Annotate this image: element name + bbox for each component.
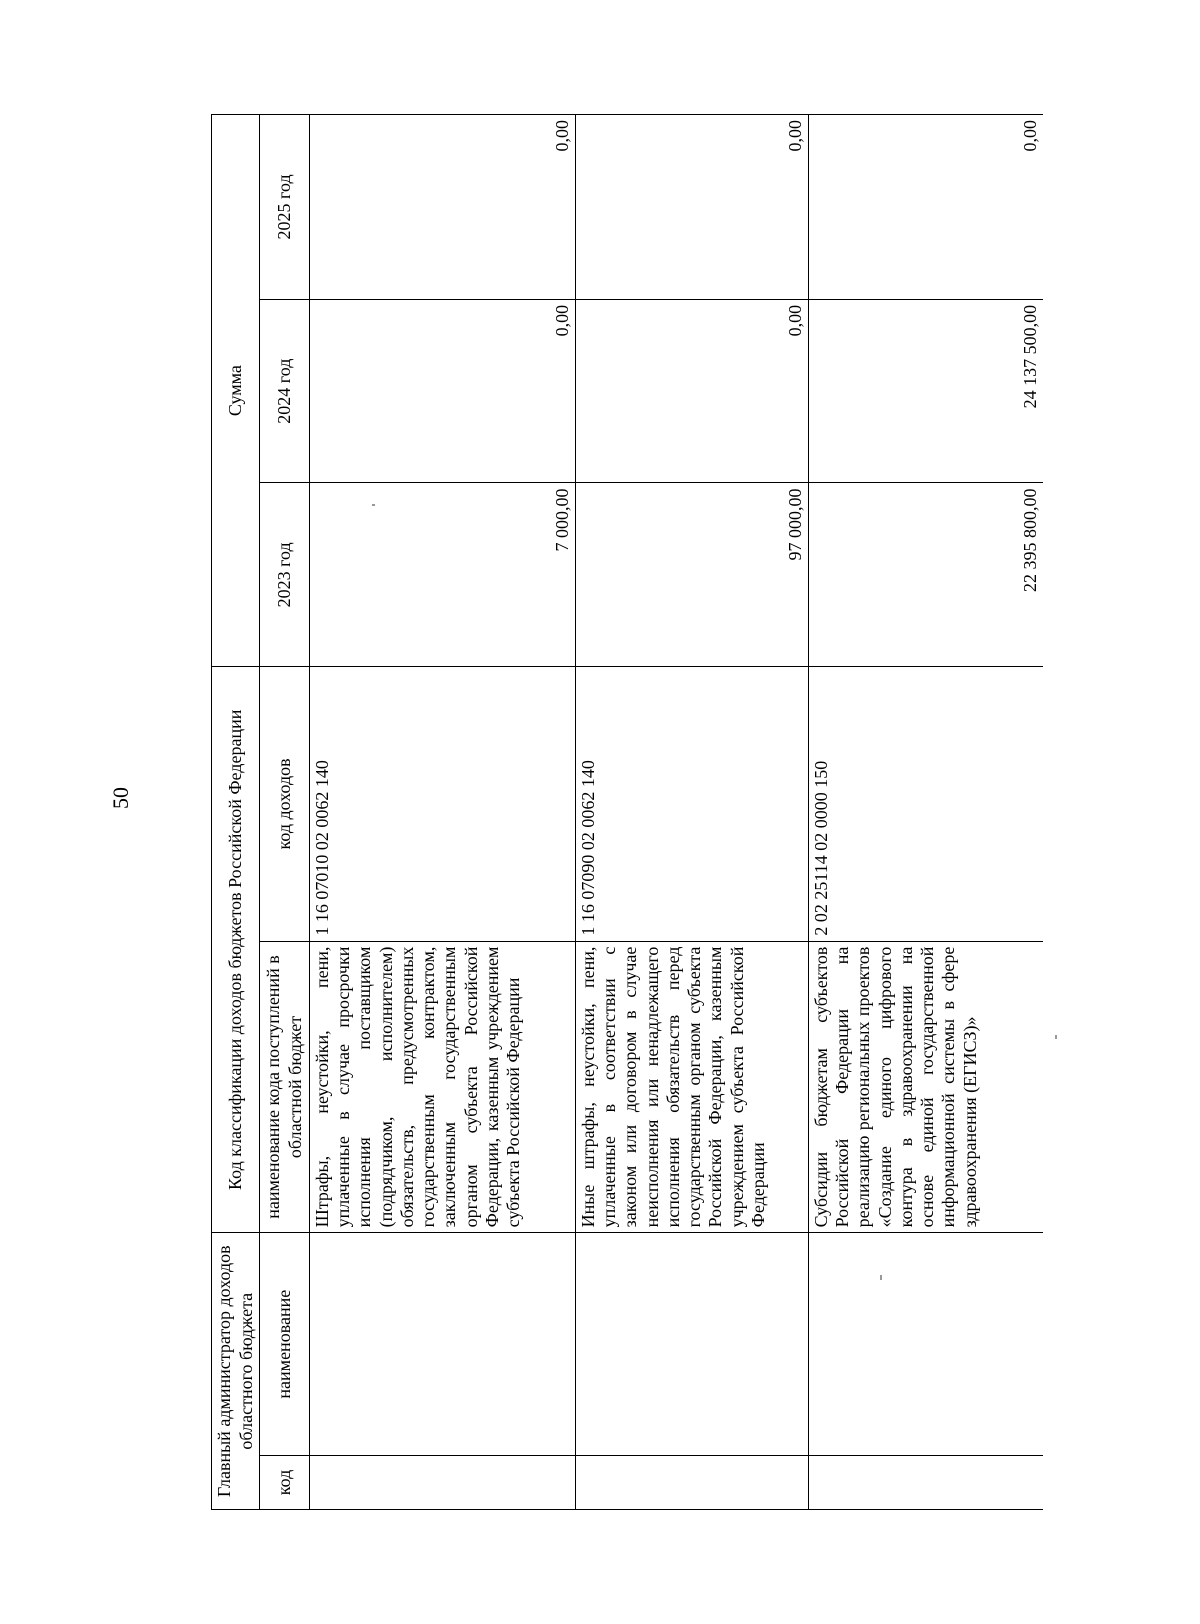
row-sum-2023: 22 395 800,00 bbox=[809, 483, 1044, 667]
row-income-name: Субсидии бюджетам субъектов Российской Федерации на реализацию региональных проектов «Создание единого цифрового контура в здравоохранении на основе единой государственной информационной системы в сфере здравоохранения (ЕГИСЗ)» bbox=[809, 941, 1044, 1233]
header-income-name: наименование кода поступлений в областной бюджет bbox=[260, 941, 310, 1233]
row-income-code: 1 16 07010 02 0062 140 bbox=[310, 667, 576, 941]
header-2024: 2024 год bbox=[260, 299, 310, 483]
header-code: код bbox=[260, 1455, 310, 1509]
row-sum-2024: 0,00 bbox=[310, 299, 576, 483]
row-income-code: 2 02 25114 02 0000 150 bbox=[809, 667, 1044, 941]
row-sum-2025: 0,00 bbox=[576, 115, 809, 300]
row-income-name: Иные штрафы, неустойки, пени, уплаченные в соответствии с законом или договором в случае неисполнения или ненадлежащего исполнения обязательств перед государственным органом субъекта Российской Федерации, казенным учреждением субъекта Российской Федерации bbox=[576, 941, 809, 1233]
row-code bbox=[310, 1455, 576, 1509]
row-income-name: Штрафы, неустойки, пени, уплаченные в случае просрочки исполнения поставщиком (подрядчиком, исполнителем) обязательств, предусмотренных государственным контрактом, заключенным государственным органом субъекта Российской Федерации, казенным учреждением субъекта Российской Федерации bbox=[310, 941, 576, 1233]
table-row bbox=[576, 115, 809, 1510]
row-name bbox=[310, 1233, 576, 1456]
row-sum-2023: 97 000,00 bbox=[576, 483, 809, 667]
income-table bbox=[211, 114, 1043, 1510]
row-code bbox=[576, 1455, 809, 1509]
header-2025: 2025 год bbox=[260, 115, 310, 300]
row-sum-2024: 0,00 bbox=[576, 299, 809, 483]
row-sum-2025: 0,00 bbox=[809, 115, 1044, 300]
row-name bbox=[809, 1233, 1044, 1456]
table-sheet bbox=[211, 114, 1043, 1510]
row-name bbox=[576, 1233, 809, 1456]
header-kbk-group: Код классификации доходов бюджетов Российской Федерации bbox=[212, 667, 260, 1233]
rotated-table-frame bbox=[211, 114, 1043, 1510]
row-sum-2025: 0,00 bbox=[310, 115, 576, 300]
page-number: 50 bbox=[108, 787, 133, 809]
row-income-code: 1 16 07090 02 0062 140 bbox=[576, 667, 809, 941]
header-income-code: код доходов bbox=[260, 667, 310, 941]
header-2023: 2023 год bbox=[260, 483, 310, 667]
row-code bbox=[809, 1455, 1044, 1509]
table-row bbox=[809, 115, 1044, 1510]
header-sum-group: Сумма bbox=[212, 115, 260, 667]
scan-speck bbox=[1055, 1035, 1057, 1039]
header-main-admin: Главный администратор доходов областного бюджета bbox=[212, 1233, 260, 1510]
row-sum-2024: 24 137 500,00 bbox=[809, 299, 1044, 483]
row-sum-2023: 7 000,00 bbox=[310, 483, 576, 667]
table-row bbox=[310, 115, 576, 1510]
header-name: наименование bbox=[260, 1233, 310, 1456]
